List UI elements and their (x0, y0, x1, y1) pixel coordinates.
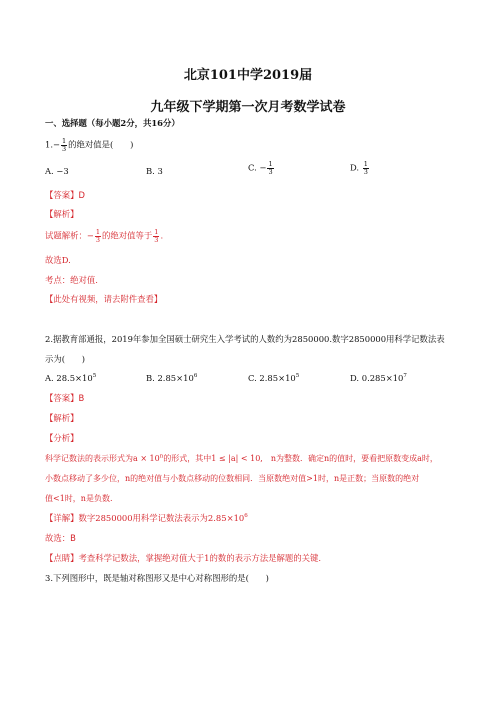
q1-point: 考点：绝对值. (45, 275, 98, 285)
q1-answer: 【答案】D (45, 190, 85, 200)
q1-option-d: D. $\frac{1}{3}$ (350, 160, 368, 176)
q3-stem: 3.下列图形中，既是轴对称图形又是中心对称图形的是( ) (45, 573, 269, 583)
q1-video-note: 【此处有视频，请去附件查看】 (45, 294, 163, 304)
q2-dianjing: 【点睛】考查科学记数法，掌握绝对值大于1的数的表示方法是解题的关键. (45, 553, 321, 563)
q1-explanation: 试题解析：− $\frac{1}{3}$ 的绝对值等于 $\frac{1}{3}$ . (45, 228, 164, 244)
q2-option-b: B. $2.85\times 10^6$ (146, 373, 198, 383)
q1-option-b: B. 3 (146, 166, 163, 176)
q2-choose: 故选：B (45, 533, 76, 543)
q2-fenxi-line3: 值<1时，n是负数. (45, 494, 113, 503)
q2-fenxi-label: 【分析】 (45, 433, 79, 443)
exam-subtitle: 九年级下学期第一次月考数学试卷 (150, 100, 346, 115)
q1-stem: 1.− $\frac{1}{3}$ 的绝对值是( ) (45, 137, 134, 153)
q2-answer: 【答案】B (45, 393, 85, 403)
q1-option-c: C. − $\frac{1}{3}$ (248, 160, 273, 176)
q1-fraction: $\frac{1}{3}$ (62, 137, 67, 153)
q1-number: 1. (45, 139, 53, 150)
section-heading: 一、选择题（每小题2分，共16分） (45, 118, 180, 128)
q2-stem-line1: 2.据教育部通报，2019年参加全国硕士研究生入学考试的人数约为2850000.数字2850000用科学记数法表 (45, 334, 445, 344)
q2-fenxi-line1: 科学记数法的表示形式为$a \times 10^n$的形式，其中1 ≤ |a| < 10, n为整数．确定n的值时，要看把原数变成a时， (45, 453, 438, 463)
q1-choose: 故选D. (45, 255, 71, 265)
q2-option-d: D. $0.285\times 10^7$ (350, 373, 407, 383)
q2-detail: 【详解】数字2850000用科学记数法表示为$2.85\times 10^6$ (45, 513, 248, 523)
exam-title: 北京101中学2019届 (183, 68, 313, 83)
q2-option-a: A. $28.5\times 10^5$ (45, 373, 97, 383)
q2-stem-line2: 示为( ) (45, 354, 86, 364)
q2-option-c: C. $2.85\times 10^5$ (248, 373, 300, 383)
q2-fenxi-line2: 小数点移动了多少位，n的绝对值与小数点移动的位数相同．当原数绝对值>1时，n是正数；当原数的绝对 (45, 474, 420, 483)
q2-analysis-label: 【解析】 (45, 413, 79, 423)
q1-option-a: A. −3 (45, 166, 69, 176)
q1-analysis-label: 【解析】 (45, 209, 79, 219)
